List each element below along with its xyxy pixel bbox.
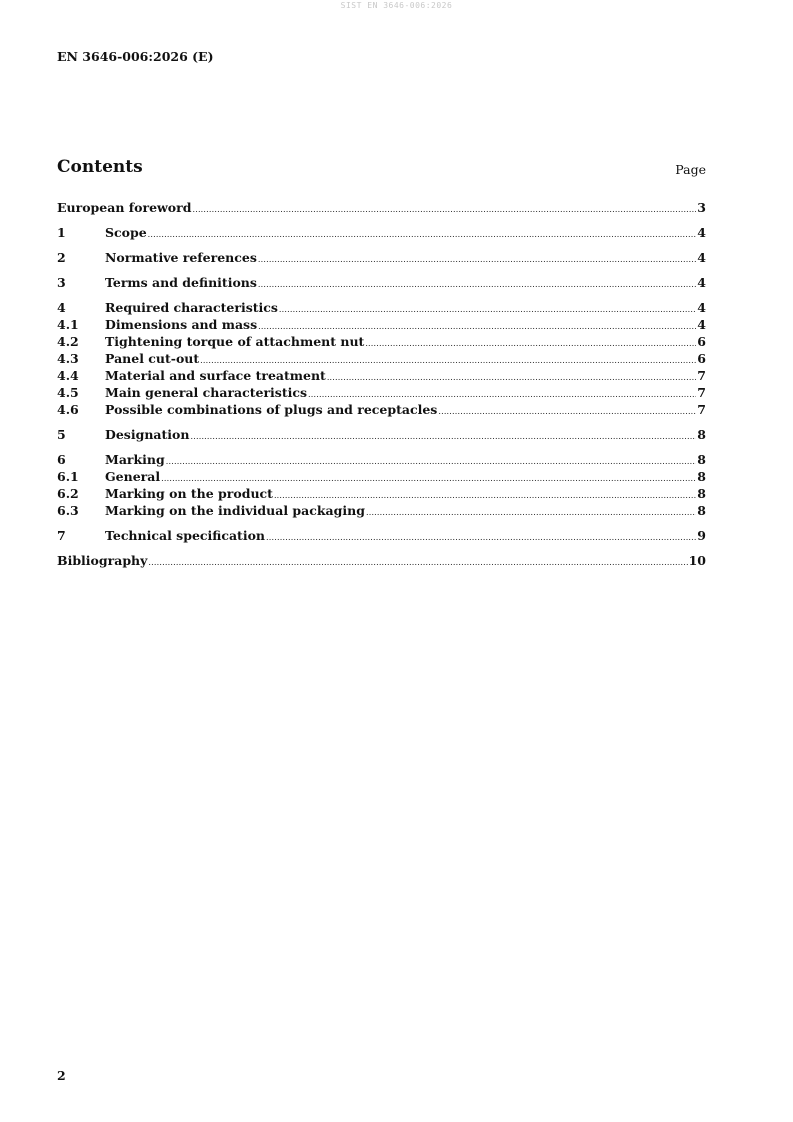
toc-entry-page: 9 bbox=[697, 528, 706, 543]
dot-leader bbox=[274, 491, 696, 500]
toc-entry-number: 5 bbox=[57, 427, 66, 442]
toc-entry-title: General bbox=[105, 469, 161, 484]
toc-entry-title: European foreword bbox=[57, 200, 192, 215]
toc-entry-4[interactable] bbox=[57, 300, 706, 317]
dot-leader bbox=[258, 322, 696, 331]
dot-leader bbox=[192, 205, 696, 214]
toc-entry-number: 6 bbox=[57, 452, 66, 467]
watermark: SIST EN 3646-006:2026 bbox=[340, 1, 453, 10]
toc-entry-page: 7 bbox=[697, 385, 706, 400]
toc-entry-4-6[interactable] bbox=[57, 402, 706, 419]
toc-entry-title: Tightening torque of attachment nut bbox=[105, 334, 365, 349]
toc-entry-title: Bibliography bbox=[57, 553, 148, 568]
toc-entry-page: 8 bbox=[697, 452, 706, 467]
toc-entry-page: 6 bbox=[697, 334, 706, 349]
dot-leader bbox=[190, 432, 696, 441]
toc-entry-5[interactable] bbox=[57, 427, 706, 444]
toc-entry-4-2[interactable] bbox=[57, 334, 706, 351]
toc-entry-6-1[interactable] bbox=[57, 469, 706, 486]
dot-leader bbox=[161, 474, 696, 483]
toc-entry-title: Main general characteristics bbox=[105, 385, 308, 400]
toc-entry-6-3[interactable] bbox=[57, 503, 706, 520]
toc-entry-number: 4.4 bbox=[57, 368, 79, 383]
toc-entry-page: 7 bbox=[697, 402, 706, 417]
toc-entry-number: 2 bbox=[57, 250, 66, 265]
toc-entry-title: Marking on the individual packaging bbox=[105, 503, 365, 518]
dot-leader bbox=[266, 533, 696, 542]
toc-entry-title: Panel cut-out bbox=[105, 351, 200, 366]
toc-entry-title: Normative references bbox=[105, 250, 257, 265]
toc-entry-number: 6.1 bbox=[57, 469, 79, 484]
toc-entry-number: 3 bbox=[57, 275, 66, 290]
toc-entry-number: 4 bbox=[57, 300, 66, 315]
toc-entry-number: 4.1 bbox=[57, 317, 79, 332]
toc-entry-page: 8 bbox=[697, 503, 706, 518]
dot-leader bbox=[258, 255, 696, 264]
dot-leader bbox=[258, 280, 696, 289]
toc-entry-number: 7 bbox=[57, 528, 66, 543]
toc-entry-title: Marking on the product bbox=[105, 486, 273, 501]
toc-entry-number: 6.3 bbox=[57, 503, 79, 518]
dot-leader bbox=[308, 390, 696, 399]
contents-heading: Contents bbox=[57, 157, 143, 177]
toc-entry-page: 4 bbox=[697, 317, 706, 332]
toc-entry-number: 4.6 bbox=[57, 402, 79, 417]
toc-entry-number: 4.2 bbox=[57, 334, 79, 349]
toc-entry-european-foreword[interactable] bbox=[57, 200, 706, 217]
toc-entry-4-4[interactable] bbox=[57, 368, 706, 385]
toc-entry-page: 8 bbox=[697, 469, 706, 484]
toc-entry-1[interactable] bbox=[57, 225, 706, 242]
table-of-contents bbox=[57, 200, 706, 570]
dot-leader bbox=[148, 230, 697, 239]
dot-leader bbox=[327, 373, 696, 382]
toc-entry-2[interactable] bbox=[57, 250, 706, 267]
toc-entry-title: Technical specification bbox=[105, 528, 266, 543]
page-column-label: Page bbox=[675, 162, 706, 177]
toc-entry-page: 8 bbox=[697, 486, 706, 501]
toc-entry-4-5[interactable] bbox=[57, 385, 706, 402]
toc-entry-page: 4 bbox=[697, 225, 706, 240]
toc-entry-number: 4.5 bbox=[57, 385, 79, 400]
toc-entry-4-3[interactable] bbox=[57, 351, 706, 368]
toc-entry-page: 4 bbox=[697, 250, 706, 265]
toc-entry-title: Marking bbox=[105, 452, 165, 467]
toc-entry-number: 6.2 bbox=[57, 486, 79, 501]
toc-entry-title: Terms and definitions bbox=[105, 275, 257, 290]
dot-leader bbox=[200, 356, 696, 365]
toc-entry-page: 6 bbox=[697, 351, 706, 366]
toc-entry-6-2[interactable] bbox=[57, 486, 706, 503]
toc-entry-6[interactable] bbox=[57, 452, 706, 469]
toc-entry-page: 4 bbox=[697, 275, 706, 290]
dot-leader bbox=[148, 558, 687, 567]
document-id: EN 3646-006:2026 (E) bbox=[57, 49, 214, 64]
dot-leader bbox=[279, 305, 696, 314]
toc-entry-page: 8 bbox=[697, 427, 706, 442]
toc-entry-page: 4 bbox=[697, 300, 706, 315]
toc-entry-title: Material and surface treatment bbox=[105, 368, 326, 383]
toc-entry-bibliography[interactable] bbox=[57, 553, 706, 570]
toc-entry-number: 1 bbox=[57, 225, 66, 240]
toc-entry-title: Required characteristics bbox=[105, 300, 278, 315]
dot-leader bbox=[366, 508, 696, 517]
toc-entry-page: 10 bbox=[688, 553, 706, 568]
toc-entry-title: Possible combinations of plugs and receptacles bbox=[105, 402, 438, 417]
toc-entry-7[interactable] bbox=[57, 528, 706, 545]
dot-leader bbox=[166, 457, 697, 466]
toc-entry-title: Designation bbox=[105, 427, 190, 442]
page-number: 2 bbox=[57, 1068, 66, 1083]
toc-entry-title: Dimensions and mass bbox=[105, 317, 258, 332]
dot-leader bbox=[438, 407, 696, 416]
toc-entry-page: 3 bbox=[697, 200, 706, 215]
toc-entry-4-1[interactable] bbox=[57, 317, 706, 334]
dot-leader bbox=[365, 339, 696, 348]
toc-entry-page: 7 bbox=[697, 368, 706, 383]
toc-entry-title: Scope bbox=[105, 225, 147, 240]
toc-entry-3[interactable] bbox=[57, 275, 706, 292]
toc-entry-number: 4.3 bbox=[57, 351, 79, 366]
